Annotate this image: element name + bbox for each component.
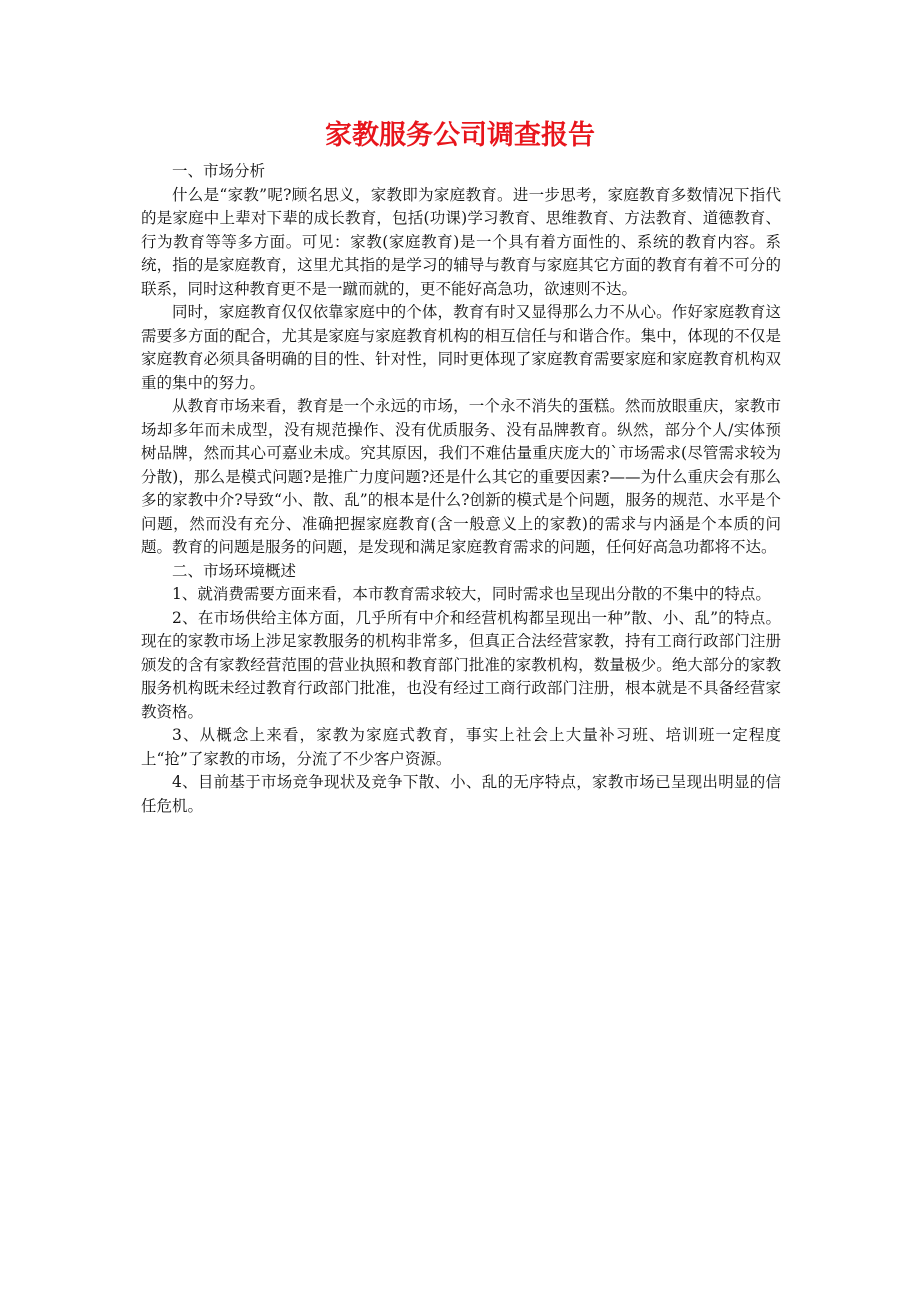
section-heading-market-environment: 二、市场环境概述: [172, 561, 297, 580]
list-item: 4、目前基于市场竞争现状及竞争下散、小、乱的无序特点，家教市场已呈现出明显的信任危机。: [141, 773, 781, 815]
paragraph: 什么是“家教”呢?顾名思义，家教即为家庭教育。进一步思考，家庭教育多数情况下指代的是家庭中上辈对下辈的成长教育，包括(功课)学习教育、思维教育、方法教育、道德教育、行为教育等等多方面。可见：家教(家庭教育)是一个具有着方面性的、系统的教育内容。系统，指的是家庭教育，这里尤其指的是学习的辅导与教育与家庭其它方面的教育有着不可分的联系，同时这种教育更不是一蹴而就的，更不能好高急功，欲速则不达。: [141, 185, 781, 298]
section-heading-market-analysis: 一、市场分析: [172, 162, 266, 180]
document-body: [141, 160, 781, 818]
list-item: 2、在市场供给主体方面，几乎所有中介和经营机构都呈现出一种”散、小、乱”的特点。现在的家教市场上涉足家教服务的机构非常多，但真正合法经营家教，持有工商行政部门注册颁发的含有家教经营范围的营业执照和教育部门批准的家教机构，数量极少。绝大部分的家教服务机构既未经过教育行政部门批准，也没有经过工商行政部门注册，根本就是不具备经营家教资格。: [141, 608, 781, 721]
paragraph: 同时，家庭教育仅仅依靠家庭中的个体，教育有时又显得那么力不从心。作好家庭教育这需要多方面的配合，尤其是家庭与家庭教育机构的相互信任与和谐合作。集中，体现的不仅是家庭教育必须具备明确的目的性、针对性，同时更体现了家庭教育需要家庭和家庭教育机构双重的集中的努力。: [141, 303, 781, 392]
list-item: 3、从概念上来看，家教为家庭式教育，事实上社会上大量补习班、培训班一定程度上“抢”了家教的市场，分流了不少客户资源。: [141, 726, 781, 768]
document-title: 家教服务公司调查报告: [325, 120, 595, 151]
list-item: 1、就消费需要方面来看，本市教育需求较大，同时需求也呈现出分散的不集中的特点。: [172, 585, 771, 603]
paragraph: 从教育市场来看，教育是一个永远的市场，一个永不消失的蛋糕。然而放眼重庆，家教市场却多年而未成型，没有规范操作、没有优质服务、没有品牌教育。纵然，部分个人/实体预树品牌，然而其心可嘉业未成。究其原因，我们不难估量重庆庞大的`市场需求(尽管需求较为分散)，那么是模式问题?是推广力度问题?还是什么其它的重要因素?——为什么重庆会有那么多的家教中介?导致“小、散、乱”的根本是什么?创新的模式是个问题，服务的规范、水平是个问题，然而没有充分、准确把握家庭教育(含一般意义上的家教)的需求与内涵是个本质的问题。教育的问题是服务的问题，是发现和满足家庭教育需求的问题，任何好高急功都将不达。: [141, 397, 781, 556]
